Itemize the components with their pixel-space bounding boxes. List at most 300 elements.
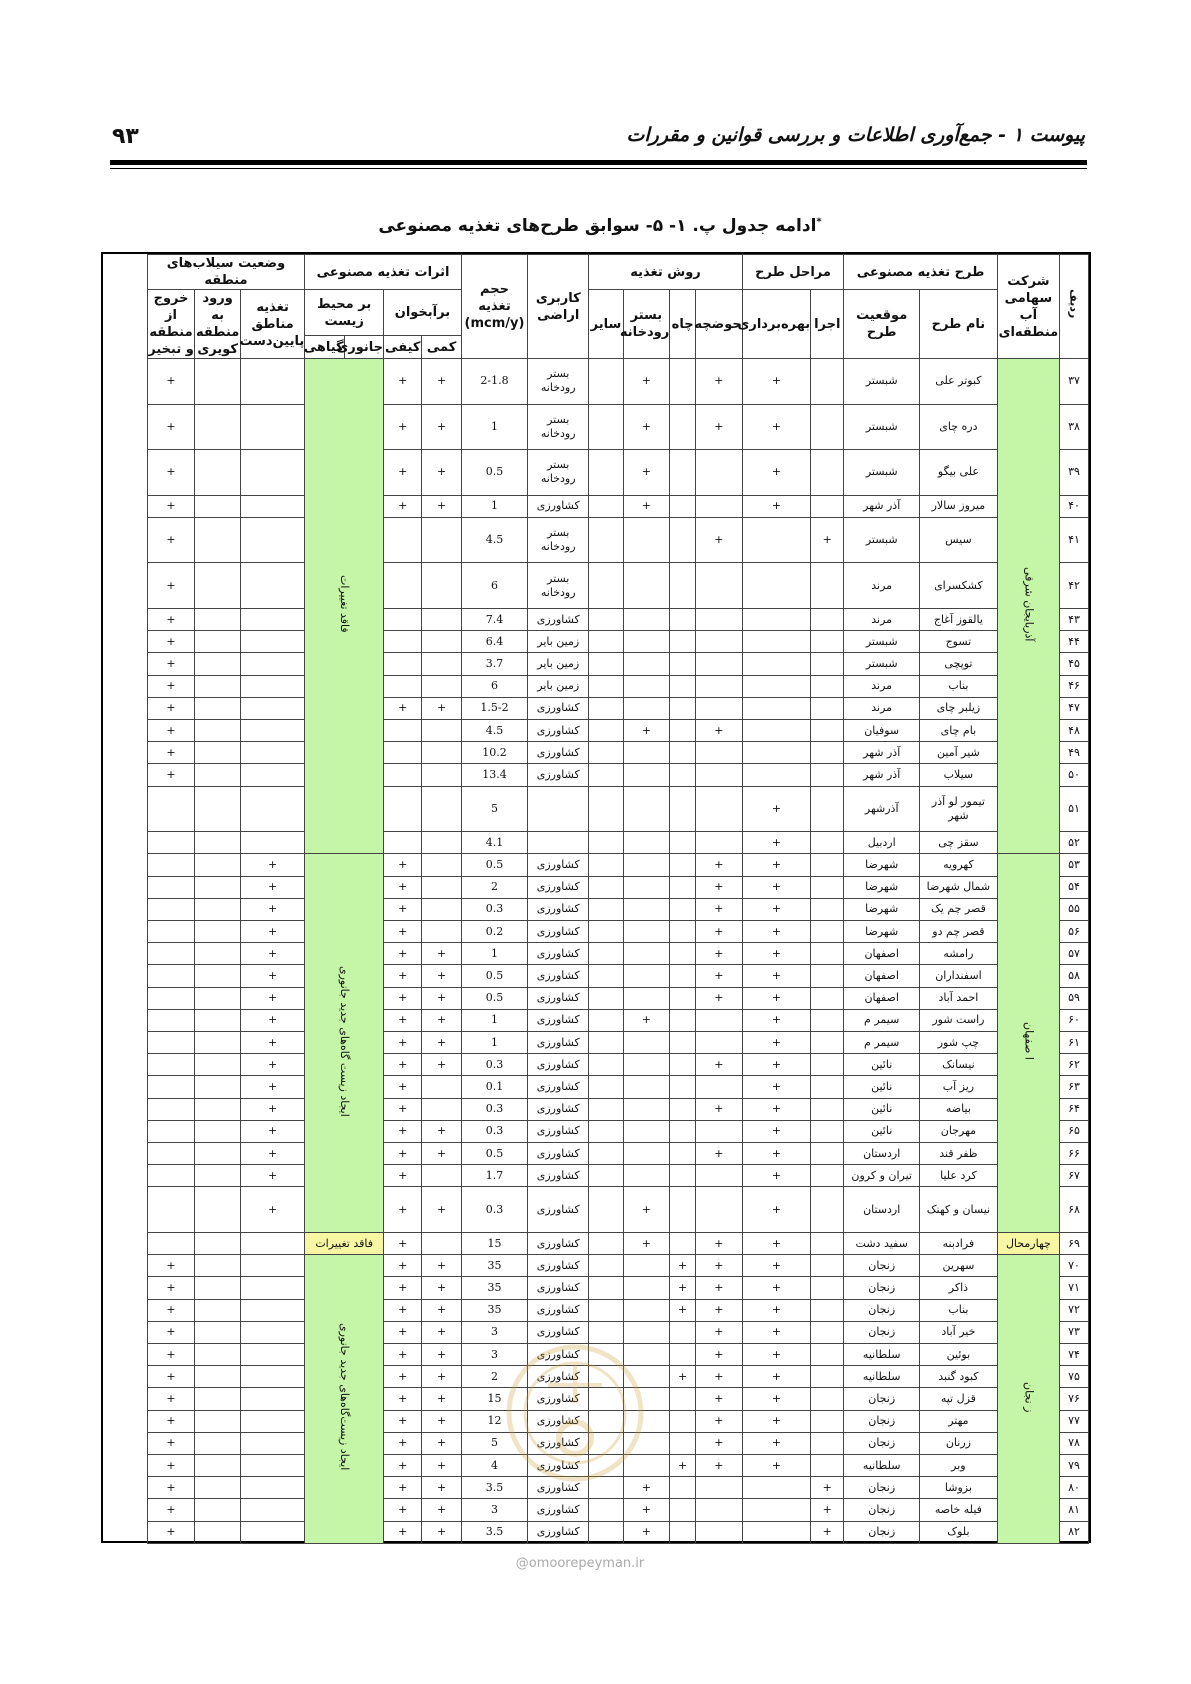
location-cell: زنجان (844, 1388, 920, 1410)
quantity-cell (422, 631, 461, 653)
downstream-cell (240, 1344, 304, 1366)
quantity-cell (422, 517, 461, 563)
quality-cell: + (384, 1076, 422, 1098)
outflow-cell: + (147, 1366, 195, 1388)
quantity-cell: + (422, 450, 461, 496)
outflow-cell: + (147, 359, 195, 405)
well-cell (670, 1032, 696, 1054)
riverbed-cell (623, 832, 670, 854)
riverbed-cell (623, 653, 670, 675)
volume-cell: 10.2 (461, 742, 527, 764)
volume-cell: 35 (461, 1299, 527, 1321)
well-cell (670, 1410, 696, 1432)
plan-name-cell: راست شور (920, 1009, 998, 1031)
operation-cell: + (742, 1455, 810, 1477)
well-cell: + (670, 1255, 696, 1277)
operation-cell: + (742, 832, 810, 854)
quality-cell: + (384, 1187, 422, 1233)
operation-cell: + (742, 1009, 810, 1031)
volume-cell: 1 (461, 1009, 527, 1031)
downstream-cell: + (240, 1187, 304, 1233)
other-cell (589, 563, 623, 609)
inflow-cell (195, 876, 241, 898)
pond-cell: + (696, 1098, 743, 1120)
plan-name-cell: کشکسرای (920, 563, 998, 609)
riverbed-cell: + (623, 720, 670, 742)
landuse-cell: کشاورزی (528, 1143, 589, 1165)
table-row (104, 1388, 1089, 1410)
volume-cell: 1.5-2 (461, 697, 527, 719)
other-cell (589, 876, 623, 898)
pond-cell: + (696, 1143, 743, 1165)
landuse-cell: کشاورزی (528, 1098, 589, 1120)
quantity-cell (422, 675, 461, 697)
table-row (104, 1187, 1089, 1233)
downstream-cell: + (240, 1009, 304, 1031)
header-company: شرکت سهامی آب منطقه‌ای (997, 255, 1059, 359)
execution-cell (811, 1299, 844, 1321)
table-row (104, 1432, 1089, 1454)
pond-cell (696, 1187, 743, 1233)
volume-cell: 4.1 (461, 832, 527, 854)
pond-cell (696, 786, 743, 832)
inflow-cell (195, 495, 241, 517)
well-cell (670, 921, 696, 943)
pond-cell (696, 631, 743, 653)
landuse-cell: بستر رودخانه (528, 517, 589, 563)
row-number: ۷۵ (1059, 1366, 1088, 1388)
volume-cell: 1 (461, 404, 527, 450)
riverbed-cell (623, 675, 670, 697)
quality-cell: + (384, 1299, 422, 1321)
pond-cell (696, 764, 743, 786)
plan-name-cell: بزوشا (920, 1477, 998, 1499)
riverbed-cell (623, 1255, 670, 1277)
operation-cell: + (742, 876, 810, 898)
location-cell: شهرضا (844, 921, 920, 943)
execution-cell (811, 563, 844, 609)
operation-cell: + (742, 1187, 810, 1233)
operation-cell (742, 1477, 810, 1499)
riverbed-cell (623, 965, 670, 987)
operation-cell: + (742, 495, 810, 517)
landuse-cell: بستر رودخانه (528, 359, 589, 405)
pond-cell (696, 1032, 743, 1054)
inflow-cell (195, 965, 241, 987)
execution-cell (811, 1255, 844, 1277)
execution-cell (811, 1233, 844, 1255)
volume-cell: 0.3 (461, 1054, 527, 1076)
other-cell (589, 1455, 623, 1477)
quality-cell: + (384, 1165, 422, 1187)
other-cell (589, 517, 623, 563)
other-cell (589, 987, 623, 1009)
volume-cell: 3 (461, 1499, 527, 1521)
outflow-cell (147, 943, 195, 965)
volume-cell: 1 (461, 495, 527, 517)
well-cell (670, 764, 696, 786)
plan-name-cell: رامشه (920, 943, 998, 965)
pond-cell (696, 1521, 743, 1543)
pond-cell: + (696, 854, 743, 876)
location-cell: مرند (844, 697, 920, 719)
other-cell (589, 720, 623, 742)
well-cell (670, 720, 696, 742)
location-cell: اردستان (844, 1187, 920, 1233)
downstream-cell (240, 1255, 304, 1277)
quantity-cell: + (422, 1120, 461, 1142)
row-number: ۵۱ (1059, 786, 1088, 832)
execution-cell (811, 1032, 844, 1054)
outflow-cell: + (147, 764, 195, 786)
outflow-cell (147, 1054, 195, 1076)
inflow-cell (195, 943, 241, 965)
outflow-cell: + (147, 742, 195, 764)
execution-cell (811, 764, 844, 786)
quality-cell: + (384, 1032, 422, 1054)
well-cell (670, 1054, 696, 1076)
location-cell: سلطانیه (844, 1344, 920, 1366)
volume-cell: 2 (461, 876, 527, 898)
plan-name-cell: احمد آباد (920, 987, 998, 1009)
header-outflow: خروج از منطقه و تبخیر (148, 291, 194, 357)
row-number: ۶۰ (1059, 1009, 1088, 1031)
downstream-cell (240, 1233, 304, 1255)
operation-cell: + (742, 1098, 810, 1120)
riverbed-cell (623, 1299, 670, 1321)
row-number: ۷۲ (1059, 1299, 1088, 1321)
row-number: ۵۷ (1059, 943, 1088, 965)
volume-cell: 1 (461, 943, 527, 965)
header-location: موقعیت طرح (844, 290, 920, 359)
riverbed-cell (623, 1098, 670, 1120)
row-number: ۶۴ (1059, 1098, 1088, 1120)
table-body (104, 359, 1089, 1544)
operation-cell: + (742, 1054, 810, 1076)
other-cell (589, 609, 623, 631)
other-cell (589, 1477, 623, 1499)
row-number: ۷۹ (1059, 1455, 1088, 1477)
pond-cell: + (696, 1388, 743, 1410)
quality-cell (384, 563, 422, 609)
row-number: ۵۹ (1059, 987, 1088, 1009)
plan-name-cell: تیمور لو آذر شهر (920, 786, 998, 832)
pond-cell (696, 495, 743, 517)
plan-name-cell: خیر آباد (920, 1321, 998, 1343)
riverbed-cell (623, 1410, 670, 1432)
header-volume: حجم تغذیه (mcm/y) (461, 255, 527, 359)
outflow-cell (147, 987, 195, 1009)
riverbed-cell: + (623, 359, 670, 405)
other-cell (589, 1054, 623, 1076)
outflow-cell: + (147, 1410, 195, 1432)
inflow-cell (195, 1187, 241, 1233)
row-number: ۶۳ (1059, 1076, 1088, 1098)
volume-cell: 15 (461, 1388, 527, 1410)
table-row (104, 563, 1089, 609)
outflow-cell: + (147, 563, 195, 609)
table-row (104, 1143, 1089, 1165)
operation-cell: + (742, 921, 810, 943)
volume-cell: 5 (461, 1432, 527, 1454)
table-row (104, 786, 1089, 832)
inflow-cell (195, 1233, 241, 1255)
execution-cell (811, 1165, 844, 1187)
quality-cell (384, 609, 422, 631)
other-cell (589, 1321, 623, 1343)
plan-name-cell: قزل تپه (920, 1388, 998, 1410)
row-number: ۸۱ (1059, 1499, 1088, 1521)
quantity-cell (422, 720, 461, 742)
header-landuse: کاربری اراضی (528, 255, 589, 359)
quantity-cell: + (422, 1477, 461, 1499)
riverbed-cell (623, 1344, 670, 1366)
inflow-cell (195, 786, 241, 832)
header-operation: بهره‌برداری (742, 290, 810, 359)
other-cell (589, 965, 623, 987)
riverbed-cell (623, 786, 670, 832)
other-cell (589, 1344, 623, 1366)
well-cell (670, 675, 696, 697)
riverbed-cell: + (623, 495, 670, 517)
other-cell (589, 450, 623, 496)
outflow-cell (147, 1233, 195, 1255)
riverbed-cell: + (623, 1187, 670, 1233)
environment-effect-cell (305, 1255, 384, 1544)
environment-effect-cell (305, 854, 384, 1233)
plan-name-cell: توپچی (920, 653, 998, 675)
other-cell (589, 697, 623, 719)
well-cell (670, 876, 696, 898)
quality-cell: + (384, 359, 422, 405)
riverbed-cell (623, 1366, 670, 1388)
other-cell (589, 1521, 623, 1543)
well-cell (670, 854, 696, 876)
other-cell (589, 1187, 623, 1233)
downstream-cell: + (240, 1032, 304, 1054)
landuse-cell: کشاورزی (528, 1054, 589, 1076)
plan-name-cell: اسفنداران (920, 965, 998, 987)
quantity-cell: + (422, 1277, 461, 1299)
page-number: ۹۳ (112, 124, 139, 149)
landuse-cell: کشاورزی (528, 1521, 589, 1543)
execution-cell (811, 675, 844, 697)
plan-name-cell: مهتر (920, 1410, 998, 1432)
volume-cell: 6.4 (461, 631, 527, 653)
location-cell: آذر شهر (844, 742, 920, 764)
location-cell: سیمر م (844, 1032, 920, 1054)
table-row (104, 1120, 1089, 1142)
execution-cell (811, 1054, 844, 1076)
execution-cell (811, 1410, 844, 1432)
header-title: پیوست ۱ - جمع‌آوری اطلاعات و بررسی قوانین و مقررات (626, 124, 1085, 146)
environment-effect-text: ایجاد زیست گاه‌های جدید جانوری (338, 965, 352, 1117)
row-number: ۵۸ (1059, 965, 1088, 987)
plan-name-cell: ظفر قند (920, 1143, 998, 1165)
downstream-cell (240, 1432, 304, 1454)
volume-cell: 4.5 (461, 517, 527, 563)
plan-name-cell: علی بیگو (920, 450, 998, 496)
riverbed-cell (623, 1432, 670, 1454)
pond-cell: + (696, 1455, 743, 1477)
company-name: ا صفهان (1022, 1022, 1036, 1061)
other-cell (589, 495, 623, 517)
location-cell: سوفیان (844, 720, 920, 742)
well-cell: + (670, 1455, 696, 1477)
outflow-cell: + (147, 1255, 195, 1277)
other-cell (589, 1032, 623, 1054)
execution-cell (811, 786, 844, 832)
landuse-cell (528, 832, 589, 854)
location-cell: شبستر (844, 631, 920, 653)
row-number: ۵۶ (1059, 921, 1088, 943)
operation-cell: + (742, 1366, 810, 1388)
execution-cell (811, 1455, 844, 1477)
landuse-cell: کشاورزی (528, 742, 589, 764)
quantity-cell: + (422, 1521, 461, 1543)
well-cell (670, 1477, 696, 1499)
riverbed-cell (623, 1388, 670, 1410)
plan-name-cell: ریز آب (920, 1076, 998, 1098)
inflow-cell (195, 404, 241, 450)
caption-text: ادامه جدول پ. ۱- ۵- سوابق طرح‌های تغذیه مصنوعی (378, 216, 817, 236)
company-cell (997, 1255, 1059, 1544)
landuse-cell: کشاورزی (528, 1410, 589, 1432)
downstream-cell (240, 1366, 304, 1388)
execution-cell: + (811, 1499, 844, 1521)
operation-cell (742, 563, 810, 609)
riverbed-cell (623, 898, 670, 920)
quality-cell: + (384, 1477, 422, 1499)
pond-cell (696, 609, 743, 631)
table-row (104, 1098, 1089, 1120)
operation-cell: + (742, 1299, 810, 1321)
downstream-cell: + (240, 965, 304, 987)
well-cell (670, 631, 696, 653)
table-row (104, 1477, 1089, 1499)
outflow-cell: + (147, 1477, 195, 1499)
landuse-cell: کشاورزی (528, 898, 589, 920)
well-cell (670, 697, 696, 719)
pond-cell (696, 1009, 743, 1031)
downstream-cell (240, 631, 304, 653)
riverbed-cell: + (623, 450, 670, 496)
operation-cell: + (742, 1233, 810, 1255)
location-cell: شبستر (844, 404, 920, 450)
quantity-cell (422, 1098, 461, 1120)
outflow-cell: + (147, 631, 195, 653)
other-cell (589, 1255, 623, 1277)
quality-cell: + (384, 921, 422, 943)
plan-name-cell: نیسان و کهنک (920, 1187, 998, 1233)
downstream-cell: + (240, 1143, 304, 1165)
quantity-cell (422, 1233, 461, 1255)
well-cell (670, 404, 696, 450)
well-cell (670, 495, 696, 517)
quality-cell: + (384, 1054, 422, 1076)
inflow-cell (195, 1366, 241, 1388)
location-cell: شبستر (844, 359, 920, 405)
location-cell: زنجان (844, 1255, 920, 1277)
row-number: ۳۷ (1059, 359, 1088, 405)
outflow-cell (147, 1187, 195, 1233)
riverbed-cell: + (623, 1233, 670, 1255)
location-cell: مرند (844, 563, 920, 609)
location-cell: نائین (844, 1076, 920, 1098)
location-cell: زنجان (844, 1299, 920, 1321)
plan-name-cell: فرادبنه (920, 1233, 998, 1255)
quantity-cell (422, 742, 461, 764)
quality-cell: + (384, 1321, 422, 1343)
volume-cell: 0.2 (461, 921, 527, 943)
execution-cell (811, 832, 844, 854)
operation-cell: + (742, 1165, 810, 1187)
environment-effect-cell (305, 1233, 384, 1255)
quality-cell: + (384, 1277, 422, 1299)
table-row (104, 404, 1089, 450)
header-execution: اجرا (811, 290, 844, 359)
header-rule-thick (110, 160, 1087, 165)
landuse-cell: کشاورزی (528, 1165, 589, 1187)
row-number: ۴۳ (1059, 609, 1088, 631)
outflow-cell (147, 898, 195, 920)
volume-cell: 1 (461, 1032, 527, 1054)
operation-cell: + (742, 943, 810, 965)
inflow-cell (195, 697, 241, 719)
quantity-cell (422, 898, 461, 920)
quantity-cell: + (422, 1187, 461, 1233)
quality-cell: + (384, 1388, 422, 1410)
header-plan-name: نام طرح (920, 290, 998, 359)
environment-effect-text: ایجاد زیست‌گاه‌های جدید جانوری (338, 1323, 352, 1471)
location-cell: نائین (844, 1120, 920, 1142)
location-cell: آذر شهر (844, 764, 920, 786)
landuse-cell: کشاورزی (528, 876, 589, 898)
downstream-cell: + (240, 898, 304, 920)
volume-cell: 6 (461, 563, 527, 609)
volume-cell: 2 (461, 1366, 527, 1388)
row-number: ۷۰ (1059, 1255, 1088, 1277)
other-cell (589, 1009, 623, 1031)
outflow-cell: + (147, 1455, 195, 1477)
volume-cell: 35 (461, 1255, 527, 1277)
quality-cell: + (384, 876, 422, 898)
pond-cell: + (696, 404, 743, 450)
riverbed-cell (623, 517, 670, 563)
operation-cell (742, 675, 810, 697)
volume-cell: 6 (461, 675, 527, 697)
row-number: ۳۹ (1059, 450, 1088, 496)
riverbed-cell (623, 1455, 670, 1477)
outflow-cell: + (147, 517, 195, 563)
table-row (104, 1165, 1089, 1187)
quality-cell: + (384, 1432, 422, 1454)
inflow-cell (195, 1432, 241, 1454)
volume-cell: 5 (461, 786, 527, 832)
operation-cell: + (742, 404, 810, 450)
pond-cell: + (696, 1366, 743, 1388)
landuse-cell: کشاورزی (528, 921, 589, 943)
pond-cell (696, 563, 743, 609)
quality-cell: + (384, 404, 422, 450)
plan-name-cell: شیر آمین (920, 742, 998, 764)
pond-cell: + (696, 1432, 743, 1454)
quality-cell: + (384, 1499, 422, 1521)
operation-cell (742, 1521, 810, 1543)
pond-cell: + (696, 1233, 743, 1255)
table-row (104, 720, 1089, 742)
execution-cell (811, 1076, 844, 1098)
